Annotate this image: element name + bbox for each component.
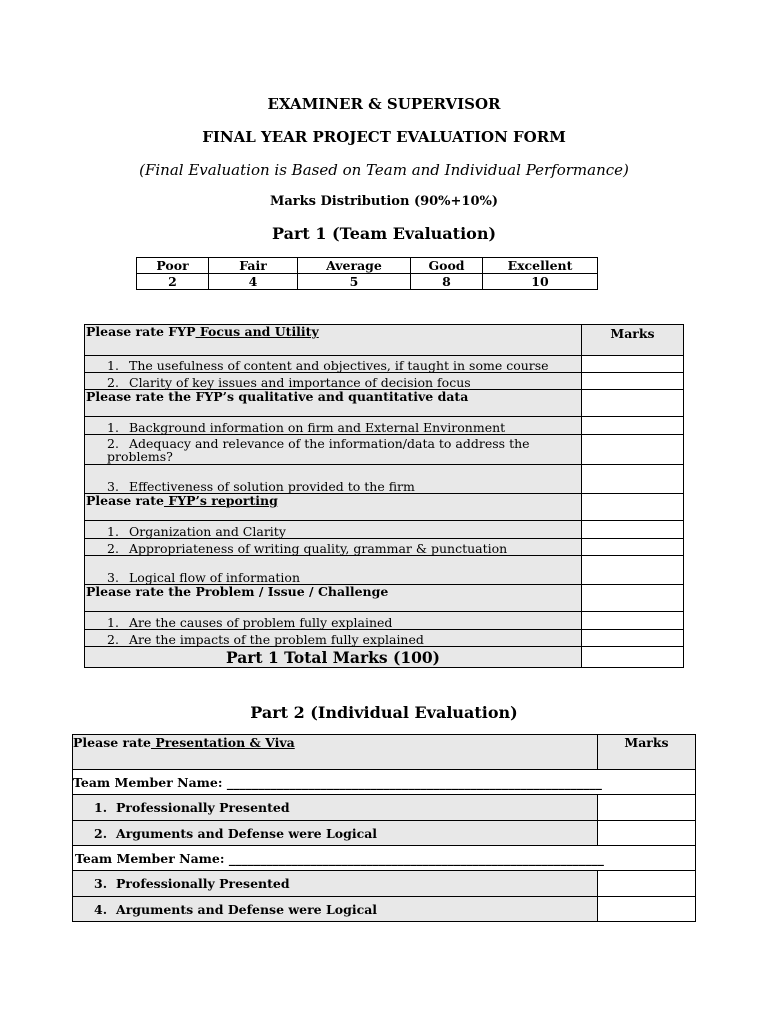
scale-label: Average <box>298 258 411 274</box>
part1-evaluation-table <box>84 324 684 668</box>
marks-cell[interactable] <box>582 373 684 390</box>
marks-cell[interactable] <box>582 494 684 521</box>
marks-cell[interactable] <box>582 556 684 585</box>
criterion-row <box>73 897 696 922</box>
criterion-text: 3. Professionally Presented <box>73 871 598 897</box>
criterion-text: 1. Professionally Presented <box>73 795 598 821</box>
criterion-text: 3. Logical flow of information <box>85 556 582 585</box>
team-member-name-field[interactable]: Team Member Name: ____________________________________________________________ <box>73 770 696 795</box>
form-subtitle: (Final Evaluation is Based on Team and Individual Performance) <box>139 161 629 179</box>
marks-cell[interactable] <box>582 612 684 630</box>
marks-cell[interactable] <box>598 821 696 846</box>
scale-label: Fair <box>209 258 298 274</box>
scale-value: 4 <box>209 274 298 290</box>
form-title-line1: EXAMINER & SUPERVISOR <box>267 95 501 113</box>
rating-scale-table <box>136 257 598 290</box>
part2-evaluation-table <box>72 734 696 922</box>
part2-header-row <box>73 735 696 770</box>
criterion-text: 2. Adequacy and relevance of the information/data to address the problems? <box>85 435 582 465</box>
section-label: Please rate the Problem / Issue / Challenge <box>85 585 582 612</box>
criterion-text: 2. Are the impacts of the problem fully explained <box>85 630 582 647</box>
criterion-text: 2. Arguments and Defense were Logical <box>73 821 598 846</box>
marks-cell[interactable] <box>598 871 696 897</box>
marks-column-header: Marks <box>598 735 696 770</box>
part2-header-label: Please rate Presentation & Viva <box>73 735 598 770</box>
part1-total-label: Part 1 Total Marks (100) <box>85 647 582 668</box>
marks-cell[interactable] <box>598 795 696 821</box>
marks-cell[interactable] <box>582 465 684 494</box>
section-header-row <box>85 390 684 417</box>
criterion-row <box>73 821 696 846</box>
team-member-row <box>73 770 696 795</box>
marks-cell[interactable] <box>598 897 696 922</box>
team-member-name-field[interactable]: Team Member Name: ____________________________________________________________ <box>73 846 696 871</box>
part2-heading: Part 2 (Individual Evaluation) <box>250 703 518 722</box>
criterion-row <box>85 630 684 647</box>
criterion-row <box>85 539 684 556</box>
criterion-text: 1. Background information on firm and External Environment <box>85 417 582 435</box>
marks-cell[interactable] <box>582 585 684 612</box>
section-header-row <box>85 325 684 356</box>
marks-cell[interactable] <box>582 435 684 465</box>
marks-cell[interactable] <box>582 630 684 647</box>
section-header-row <box>85 494 684 521</box>
marks-cell[interactable] <box>582 539 684 556</box>
criterion-row <box>85 356 684 373</box>
criterion-row <box>85 373 684 390</box>
criterion-row <box>85 521 684 539</box>
criterion-row <box>85 435 684 465</box>
criterion-row <box>85 612 684 630</box>
section-header-row <box>85 585 684 612</box>
form-title-line2: FINAL YEAR PROJECT EVALUATION FORM <box>202 128 566 146</box>
scale-label: Poor <box>137 258 209 274</box>
marks-column-header: Marks <box>582 325 684 356</box>
scale-value: 2 <box>137 274 209 290</box>
criterion-row <box>85 556 684 585</box>
criterion-row <box>73 795 696 821</box>
marks-cell[interactable] <box>582 521 684 539</box>
team-member-row <box>73 846 696 871</box>
marks-cell[interactable] <box>582 356 684 373</box>
total-row <box>85 647 684 668</box>
total-marks-cell[interactable] <box>582 647 684 668</box>
marks-cell[interactable] <box>582 390 684 417</box>
rating-scale-labels-row <box>137 258 598 274</box>
marks-cell[interactable] <box>582 417 684 435</box>
criterion-text: 4. Arguments and Defense were Logical <box>73 897 598 922</box>
criterion-text: 2. Appropriateness of writing quality, grammar & punctuation <box>85 539 582 556</box>
scale-value: 10 <box>483 274 598 290</box>
criterion-text: 3. Effectiveness of solution provided to the firm <box>85 465 582 494</box>
criterion-row <box>85 465 684 494</box>
scale-label: Good <box>411 258 483 274</box>
criterion-text: 2. Clarity of key issues and importance of decision focus <box>85 373 582 390</box>
scale-label: Excellent <box>483 258 598 274</box>
criterion-text: 1. The usefulness of content and objectives, if taught in some course <box>85 356 582 373</box>
criterion-text: 1. Organization and Clarity <box>85 521 582 539</box>
rating-scale-values-row <box>137 274 598 290</box>
section-label: Please rate the FYP’s qualitative and quantitative data <box>85 390 582 417</box>
criterion-text: 1. Are the causes of problem fully explained <box>85 612 582 630</box>
marks-distribution: Marks Distribution (90%+10%) <box>269 194 499 209</box>
scale-value: 8 <box>411 274 483 290</box>
scale-value: 5 <box>298 274 411 290</box>
section-label: Please rate FYP’s reporting <box>85 494 582 521</box>
section-label: Please rate FYP Focus and Utility <box>85 325 582 356</box>
criterion-row <box>73 871 696 897</box>
criterion-row <box>85 417 684 435</box>
part1-heading: Part 1 (Team Evaluation) <box>271 224 497 243</box>
